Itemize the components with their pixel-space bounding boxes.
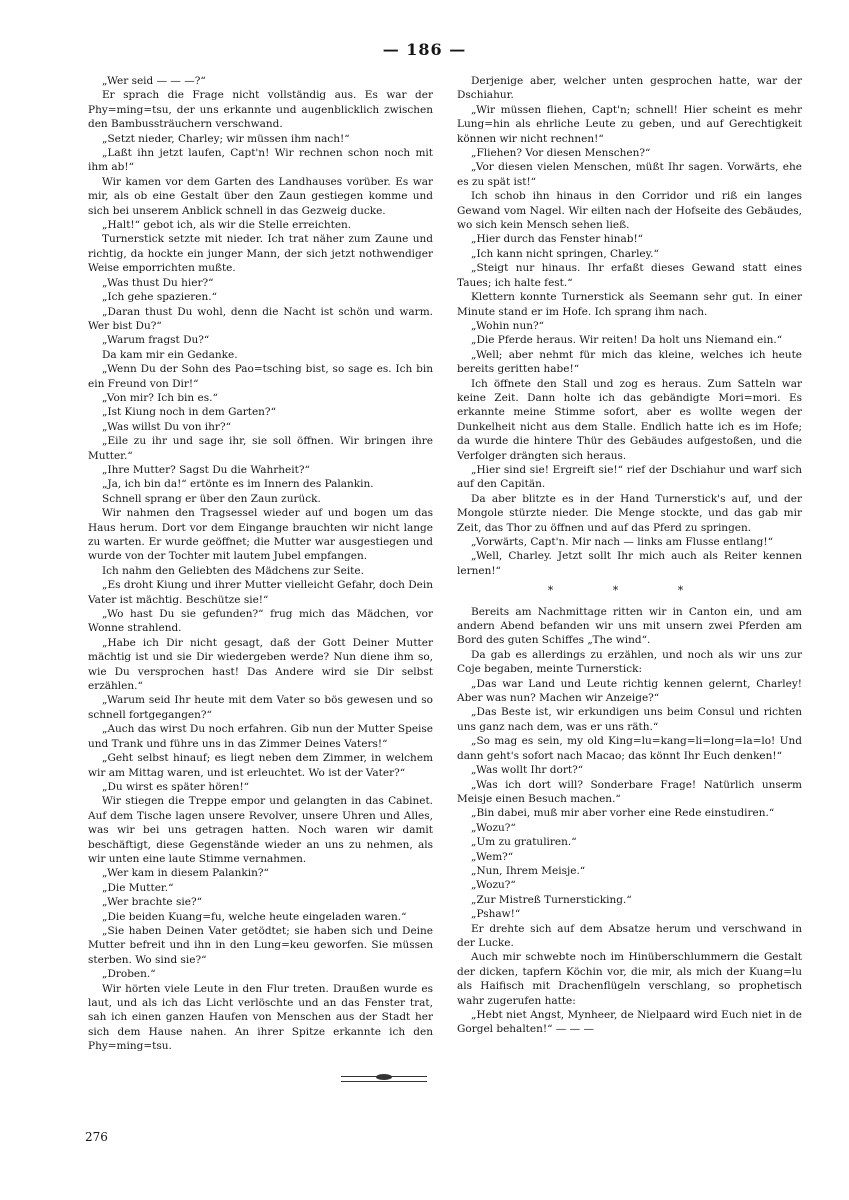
paragraph: „Ich gehe spazieren.“ xyxy=(102,291,217,304)
paragraph: „Was ich dort will? Sonderbare Frage! Natürlich unserm Meisje einen Besuch machen.“ xyxy=(457,778,802,805)
paragraph: „Es droht Kiung und ihrer Mutter vielleicht Gefahr, doch Dein Vater ist mächtig. Beschütze sie!“ xyxy=(88,579,433,606)
paragraph: Er sprach die Frage nicht vollständig aus. Es war der Phy=ming=tsu, der uns erkannte und augenblicklich zwischen den Bambussträuchern verschwand. xyxy=(88,89,433,131)
end-ornament xyxy=(341,1076,427,1082)
paragraph: „Ich kann nicht springen, Charley.“ xyxy=(471,247,659,260)
paragraph: Wir nahmen den Tragsessel wieder auf und bogen um das Haus herum. Dort vor dem Eingange brauchten wir nicht lange zu warten. Er wurde geöffnet; die Mutter war ausgestiegen und wurde von der Tochter mit lautem Jubel empfangen. xyxy=(88,507,433,563)
paragraph: „Laßt ihn jetzt laufen, Capt'n! Wir rechnen schon noch mit ihm ab!“ xyxy=(88,147,433,174)
paragraph: Klettern konnte Turnerstick als Seemann sehr gut. In einer Minute stand er im Hofe. Ich sprang ihm nach. xyxy=(457,291,802,318)
paragraph: „Droben.“ xyxy=(102,968,156,981)
page-number: 276 xyxy=(85,1130,108,1144)
paragraph: „Auch das wirst Du noch erfahren. Gib nun der Mutter Speise und Trank und führe uns in das Zimmer Deines Vaters!“ xyxy=(88,723,433,750)
paragraph: „Pshaw!“ xyxy=(471,908,521,921)
paragraph: „Was thust Du hier?“ xyxy=(102,276,214,289)
paragraph: „Von mir? Ich bin es.“ xyxy=(102,391,218,404)
left-column xyxy=(88,74,433,1054)
paragraph: „Ja, ich bin da!“ ertönte es im Innern des Palankin. xyxy=(102,478,374,491)
paragraph: „Sie haben Deinen Vater getödtet; sie haben sich und Deine Mutter befreit und ihn in den Lung=keu geworfen. Sie müssen sterben. Wo sind sie?“ xyxy=(88,924,433,966)
paragraph: „Du wirst es später hören!“ xyxy=(102,780,250,793)
paragraph: Ich öffnete den Stall und zog es heraus. Zum Satteln war keine Zeit. Dann holte ich das gebändigte Mori=mori. Es erkannte meine Stimme sofort, aber es wollte wegen der Dunkelheit nicht aus dem Stalle. Endlich hatte ich es im Hofe; da wurde die hintere Thür des Gebäudes aufgestoßen, und die Verfolger drängten sich heraus. xyxy=(457,377,802,462)
paragraph: Derjenige aber, welcher unten gesprochen hatte, war der Dschiahur. xyxy=(457,75,802,102)
paragraph: „Wozu?“ xyxy=(471,879,516,892)
paragraph: „Die beiden Kuang=fu, welche heute eingeladen waren.“ xyxy=(102,910,407,923)
paragraph: Da kam mir ein Gedanke. xyxy=(102,348,238,361)
paragraph: „Wozu?“ xyxy=(471,821,516,834)
paragraph: „Setzt nieder, Charley; wir müssen ihm nach!“ xyxy=(102,132,350,145)
paragraph: „Nun, Ihrem Meisje.“ xyxy=(471,864,586,877)
paragraph: „Steigt nur hinaus. Ihr erfaßt dieses Gewand statt eines Taues; ich halte fest.“ xyxy=(457,262,802,289)
paragraph: „Was willst Du von ihr?“ xyxy=(102,420,231,433)
paragraph: „Hebt niet Angst, Mynheer, de Nielpaard wird Euch niet in de Gorgel behalten!“ — — — xyxy=(457,1009,802,1036)
paragraph: Da aber blitzte es in der Hand Turnerstick's auf, und der Mongole stürzte nieder. Die Menge stockte, und das gab mir Zeit, das Thor zu öffnen und auf das Pferd zu springen. xyxy=(457,492,802,534)
paragraph: „Hier durch das Fenster hinab!“ xyxy=(471,233,644,246)
paragraph: „Well, Charley. Jetzt sollt Ihr mich auch als Reiter kennen lernen!“ xyxy=(457,550,802,577)
paragraph: Da gab es allerdings zu erzählen, und noch als wir uns zur Coje begaben, meinte Turnerstick: xyxy=(457,648,802,676)
paragraph: „Das Beste ist, wir erkundigen uns beim Consul und richten uns ganz nach dem, was er uns räth.“ xyxy=(457,706,802,733)
paragraph: „Ihre Mutter? Sagst Du die Wahrheit?“ xyxy=(102,463,310,476)
paragraph: „So mag es sein, my old King=lu=kang=li=long=la=lo! Und dann geht's sofort nach Macao; das könnt Ihr Euch denken!“ xyxy=(457,735,802,762)
paragraph: „Vor diesen vielen Menschen, müßt Ihr sagen. Vorwärts, ehe es zu spät ist!“ xyxy=(457,161,802,188)
paragraph: „Vorwärts, Capt'n. Mir nach — links am Flusse entlang!“ xyxy=(471,536,773,548)
paragraph: „Bin dabei, muß mir aber vorher eine Rede einstudiren.“ xyxy=(471,807,775,820)
paragraph: „Wo hast Du sie gefunden?“ frug mich das Mädchen, vor Wonne strahlend. xyxy=(88,608,433,635)
paragraph: „Warum seid Ihr heute mit dem Vater so bös gewesen und so schnell fortgegangen?“ xyxy=(88,694,433,721)
paragraph: Bereits am Nachmittage ritten wir in Canton ein, und am andern Abend befanden wir uns mit unsern zwei Pferden am Bord des guten Schiffes „The wind“. xyxy=(457,605,802,647)
paragraph: „Was wollt Ihr dort?“ xyxy=(471,764,584,777)
paragraph: „Das war Land und Leute richtig kennen gelernt, Charley! Aber was nun? Machen wir Anzeige?“ xyxy=(457,677,802,705)
paragraph: „Wem?“ xyxy=(471,850,514,863)
paragraph: „Wir müssen fliehen, Capt'n; schnell! Hier scheint es mehr Lung=hin als ehrliche Leute zu geben, und auf Gerechtigkeit können wir nicht rechnen!“ xyxy=(457,103,802,145)
right-column-top xyxy=(457,74,802,578)
paragraph: „Halt!“ gebot ich, als wir die Stelle erreichten. xyxy=(102,219,352,232)
paragraph: „Zur Mistreß Turnersticking.“ xyxy=(471,893,632,906)
paragraph: Ich schob ihn hinaus in den Corridor und riß ein langes Gewand vom Nagel. Wir eilten nach der Hofseite des Gebäudes, wo sich kein Mensch sehen ließ. xyxy=(457,190,802,232)
section-break: * * * xyxy=(547,584,712,598)
paragraph: Ich nahm den Geliebten des Mädchens zur Seite. xyxy=(102,564,364,577)
page-header: — 186 — xyxy=(382,40,467,59)
paragraph: „Well; aber nehmt für mich das kleine, welches ich heute bereits geritten habe!“ xyxy=(457,348,802,376)
paragraph: „Habe ich Dir nicht gesagt, daß der Gott Deiner Mutter mächtig ist und sie Dir wiedergeben werde? Nun diene ihm so, wie Du versprochen hast! Das Andere wird sie Dir selbst erzählen.“ xyxy=(88,636,433,693)
right-column xyxy=(457,74,802,1037)
paragraph: Auch mir schwebte noch im Hinüberschlummern die Gestalt der dicken, tapfern Köchin vor, die mir, als mich der Kuang=lu als Haifisch mit Drachenflügeln verschlang, so prophetisch wahr zugerufen hatte: xyxy=(457,951,802,1007)
paragraph: „Ist Kiung noch in dem Garten?“ xyxy=(102,406,276,419)
paragraph: „Eile zu ihr und sage ihr, sie soll öffnen. Wir bringen ihre Mutter.“ xyxy=(88,435,433,462)
paragraph: „Hier sind sie! Ergreift sie!“ rief der Dschiahur und warf sich auf den Capitän. xyxy=(457,463,802,491)
right-column-bottom xyxy=(457,605,802,1037)
paragraph: „Geht selbst hinauf; es liegt neben dem Zimmer, in welchem wir am Mittag waren, und ist erleuchtet. Wo ist der Vater?“ xyxy=(88,752,433,779)
paragraph: Wir stiegen die Treppe empor und gelangten in das Cabinet. Auf dem Tische lagen unsere Revolver, unsere Uhren und Alles, was wir bei uns getragen hatten. Noch waren wir damit beschäftigt, diese Gegenstände wieder an uns zu nehmen, als wir unten eine laute Stimme vernahmen. xyxy=(88,795,433,865)
paragraph: „Wer seid — — —?“ xyxy=(102,75,206,87)
paragraph: Er drehte sich auf dem Absatze herum und verschwand in der Lucke. xyxy=(457,922,802,949)
paragraph: Wir hörten viele Leute in den Flur treten. Draußen wurde es laut, und als ich das Licht verlöschte und an das Fenster trat, sah ich einen ganzen Haufen von Menschen aus der Stadt her sich dem Hause nahen. An ihrer Spitze erkannte ich den Phy=ming=tsu. xyxy=(88,982,433,1053)
paragraph: Turnerstick setzte mit nieder. Ich trat näher zum Zaune und richtig, da hockte ein junger Mann, der sich jetzt nothwendiger Weise emporrichten mußte. xyxy=(88,233,433,275)
paragraph: „Daran thust Du wohl, denn die Nacht ist schön und warm. Wer bist Du?“ xyxy=(88,305,433,332)
paragraph: „Wenn Du der Sohn des Pao=tsching bist, so sage es. Ich bin ein Freund von Dir!“ xyxy=(88,363,433,390)
paragraph: „Wer kam in diesem Palankin?“ xyxy=(102,867,269,880)
paragraph: „Wer brachte sie?“ xyxy=(102,896,202,909)
paragraph: Wir kamen vor dem Garten des Landhauses vorüber. Es war mir, als ob eine Gestalt über den Zaun gestiegen komme und sich bei unserem Anblick schnell in das Gezweig ducke. xyxy=(88,175,433,217)
paragraph: „Die Mutter.“ xyxy=(102,881,174,894)
paragraph: „Wohin nun?“ xyxy=(471,319,544,332)
paragraph: Schnell sprang er über den Zaun zurück. xyxy=(102,492,321,505)
paragraph: „Die Pferde heraus. Wir reiten! Da holt uns Niemand ein.“ xyxy=(471,334,783,347)
paragraph: „Um zu gratuliren.“ xyxy=(471,836,577,849)
paragraph: „Fliehen? Vor diesen Menschen?“ xyxy=(471,147,651,160)
paragraph: „Warum fragst Du?“ xyxy=(102,334,210,347)
